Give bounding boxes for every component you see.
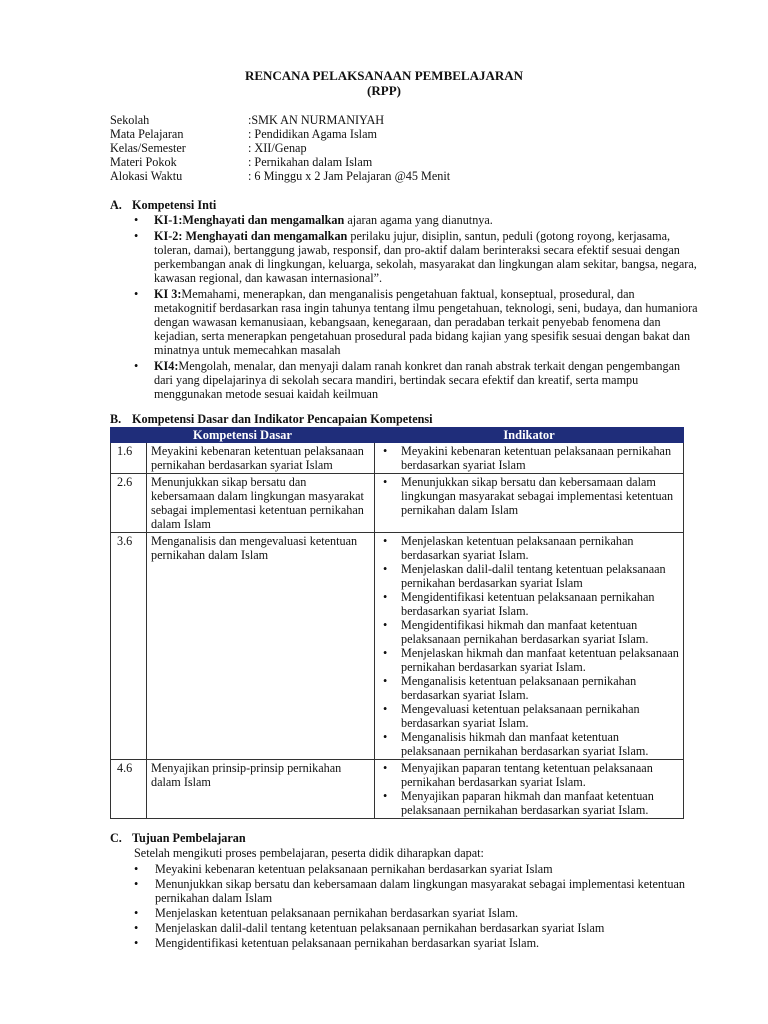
kd-number: 4.6 <box>111 760 147 819</box>
identity-label: Materi Pokok <box>110 155 177 169</box>
bullet-icon: • <box>383 475 388 489</box>
bullet-icon: • <box>134 936 139 950</box>
indicator-item <box>379 702 679 730</box>
ki-text: ajaran agama yang dianutnya. <box>344 213 493 227</box>
indicator-list <box>379 534 679 758</box>
indicator-text: Mengevaluasi ketentuan pelaksanaan pernikahan berdasarkan syariat Islam. <box>401 702 640 730</box>
tujuan-text: Mengidentifikasi ketentuan pelaksanaan pernikahan berdasarkan syariat Islam. <box>155 936 540 950</box>
identity-value: :SMK AN NURMANIYAH <box>248 113 385 127</box>
bullet-icon: • <box>134 213 139 227</box>
list-item <box>134 229 699 285</box>
list-item <box>134 936 699 950</box>
indicator-cell <box>375 474 684 533</box>
column-header: Kompetensi Dasar <box>111 428 375 443</box>
bullet-icon: • <box>134 921 139 935</box>
bullet-icon: • <box>383 534 388 548</box>
kd-number: 1.6 <box>111 443 147 474</box>
identity-value: : Pendidikan Agama Islam <box>248 127 377 141</box>
identity-value: : 6 Minggu x 2 Jam Pelajaran @45 Menit <box>248 169 451 183</box>
identity-label: Kelas/Semester <box>110 141 186 155</box>
indicator-cell <box>375 443 684 474</box>
document-subtitle: (RPP) <box>367 83 401 98</box>
indicator-item <box>379 444 679 472</box>
bullet-icon: • <box>134 287 139 301</box>
table-header-row <box>111 428 684 443</box>
ki-text: perilaku jujur, disiplin, santun, peduli (gotong royong, kerjasama, toleran, damai), bertanggung jawab, responsif, dan pro-aktif dalam berinteraksi secara efektif sesuai dengan perkembangan anak di lingkungan, keluarga, sekolah, masyarakat dan lingkungan alam sekitar, bangsa, negara, kawasan regional, dan kawasan internasional”. <box>154 229 697 285</box>
tujuan-list <box>134 862 699 951</box>
bullet-icon: • <box>383 590 388 604</box>
tujuan-intro: Setelah mengikuti proses pembelajaran, peserta didik diharapkan dapat: <box>134 846 484 860</box>
indicator-text: Menganalisis hikmah dan manfaat ketentuan pelaksanaan pernikahan berdasarkan syariat Islam. <box>401 730 649 758</box>
tujuan-text: Menunjukkan sikap bersatu dan kebersamaan dalam lingkungan masyarakat sebagai implementasi ketentuan pernikahan dalam Islam <box>155 877 685 905</box>
indicator-text: Menjelaskan ketentuan pelaksanaan pernikahan berdasarkan syariat Islam. <box>401 534 634 562</box>
indicator-text: Menunjukkan sikap bersatu dan kebersamaan dalam lingkungan masyarakat sebagai implementasi ketentuan pernikahan dalam Islam <box>401 475 674 517</box>
indicator-list <box>379 475 679 517</box>
list-item <box>134 359 699 401</box>
bullet-icon: • <box>134 906 139 920</box>
table-row <box>111 474 684 533</box>
indicator-item <box>379 590 679 618</box>
bullet-icon: • <box>134 877 139 891</box>
identity-value: : Pernikahan dalam Islam <box>248 155 373 169</box>
bullet-icon: • <box>134 229 139 243</box>
bullet-icon: • <box>383 789 388 803</box>
ki-text: Mengolah, menalar, dan menyaji dalam ranah konkret dan ranah abstrak terkait dengan pengembangan dari yang dipelajarinya di sekolah secara mandiri, bertindak secara efektif dan kreatif, serta mampu menggunakan metode sesuai kaidah keilmuan <box>154 359 681 401</box>
ki-label: KI 3: <box>154 287 182 301</box>
indicator-text: Menjelaskan hikmah dan manfaat ketentuan pelaksanaan pernikahan berdasarkan syariat Islam. <box>401 646 679 674</box>
ki-label: KI-2: Menghayati dan mengamalkan <box>154 229 348 243</box>
indicator-item <box>379 562 679 590</box>
bullet-icon: • <box>383 646 388 660</box>
indicator-item <box>379 761 679 789</box>
bullet-icon: • <box>383 761 388 775</box>
indicator-item <box>379 646 679 674</box>
indicator-text: Menyajikan paparan hikmah dan manfaat ketentuan pelaksanaan pernikahan berdasarkan syariat Islam. <box>401 789 654 817</box>
indicator-item <box>379 730 679 758</box>
bullet-icon: • <box>383 674 388 688</box>
indicator-text: Meyakini kebenaran ketentuan pelaksanaan pernikahan berdasarkan syariat Islam <box>401 444 672 472</box>
kompetensi-inti-list <box>134 213 699 403</box>
indicator-text: Menganalisis ketentuan pelaksanaan pernikahan berdasarkan syariat Islam. <box>401 674 637 702</box>
list-item <box>134 921 699 935</box>
tujuan-text: Menjelaskan ketentuan pelaksanaan pernikahan berdasarkan syariat Islam. <box>155 906 519 920</box>
table-row <box>111 760 684 819</box>
identity-label: Sekolah <box>110 113 150 127</box>
section-letter: A. <box>110 198 122 212</box>
tujuan-text: Menjelaskan dalil-dalil tentang ketentuan pelaksanaan pernikahan berdasarkan syariat Islam <box>155 921 605 935</box>
indicator-text: Menjelaskan dalil-dalil tentang ketentuan pelaksanaan pernikahan berdasarkan syariat Islam <box>401 562 666 590</box>
bullet-icon: • <box>134 862 139 876</box>
kd-text: Menunjukkan sikap bersatu dan kebersamaan dalam lingkungan masyarakat sebagai implementasi ketentuan pernikahan dalam Islam <box>147 474 375 533</box>
indicator-text: Menyajikan paparan tentang ketentuan pelaksanaan pernikahan berdasarkan syariat Islam. <box>401 761 653 789</box>
section-letter: C. <box>110 831 122 845</box>
ki-label: KI4: <box>154 359 179 373</box>
section-title: Tujuan Pembelajaran <box>132 831 246 845</box>
bullet-icon: • <box>383 702 388 716</box>
indicator-item <box>379 618 679 646</box>
table-row <box>111 533 684 760</box>
bullet-icon: • <box>134 359 139 373</box>
bullet-icon: • <box>383 562 388 576</box>
column-header: Indikator <box>375 428 684 443</box>
indicator-cell <box>375 760 684 819</box>
identity-label: Alokasi Waktu <box>110 169 183 183</box>
section-c-heading <box>110 831 246 845</box>
document-title: RENCANA PELAKSANAAN PEMBELAJARAN <box>244 68 524 83</box>
indicator-item <box>379 475 679 517</box>
table-row <box>111 443 684 474</box>
ki-label: KI-1:Menghayati dan mengamalkan <box>154 213 345 227</box>
bullet-icon: • <box>383 730 388 744</box>
indicator-list <box>379 761 679 817</box>
kd-number: 3.6 <box>111 533 147 760</box>
section-letter: B. <box>110 412 122 426</box>
section-title: Kompetensi Inti <box>132 198 217 212</box>
ki-text: Memahami, menerapkan, dan menganalisis pengetahuan faktual, konseptual, prosedural, dan metakognitif berdasarkan rasa ingin tahunya tentang ilmu pengetahuan, teknologi, seni, budaya, dan humaniora dengan wawasan kemanusiaan, kebangsaan, kenegaraan, dan peradaban terkait penyebab fenomena dan kejadian, serta menerapkan pengetahuan prosedural pada bidang kajian yang spesifik sesuai dengan bakat dan minatnya untuk memecahkan masalah <box>154 287 698 357</box>
list-item <box>134 287 699 357</box>
indicator-text: Mengidentifikasi ketentuan pelaksanaan pernikahan berdasarkan syariat Islam. <box>401 590 655 618</box>
indicator-text: Mengidentifikasi hikmah dan manfaat ketentuan pelaksanaan pernikahan berdasarkan syariat Islam. <box>401 618 649 646</box>
list-item <box>134 906 699 920</box>
kd-text: Menyajikan prinsip-prinsip pernikahan dalam Islam <box>147 760 375 819</box>
kd-text: Meyakini kebenaran ketentuan pelaksanaan pernikahan berdasarkan syariat Islam <box>147 443 375 474</box>
bullet-icon: • <box>383 444 388 458</box>
kd-number: 2.6 <box>111 474 147 533</box>
section-title: Kompetensi Dasar dan Indikator Pencapaian Kompetensi <box>132 412 433 426</box>
identity-label: Mata Pelajaran <box>110 127 184 141</box>
indicator-list <box>379 444 679 472</box>
indicator-item <box>379 534 679 562</box>
section-b-heading <box>110 412 433 426</box>
list-item <box>134 213 699 227</box>
identity-value: : XII/Genap <box>248 141 307 155</box>
list-item <box>134 862 699 876</box>
indicator-item <box>379 674 679 702</box>
kompetensi-table <box>110 427 684 819</box>
kd-text: Menganalisis dan mengevaluasi ketentuan pernikahan dalam Islam <box>147 533 375 760</box>
list-item <box>134 877 699 905</box>
indicator-cell <box>375 533 684 760</box>
section-a-heading <box>110 198 216 212</box>
bullet-icon: • <box>383 618 388 632</box>
indicator-item <box>379 789 679 817</box>
tujuan-text: Meyakini kebenaran ketentuan pelaksanaan pernikahan berdasarkan syariat Islam <box>155 862 553 876</box>
